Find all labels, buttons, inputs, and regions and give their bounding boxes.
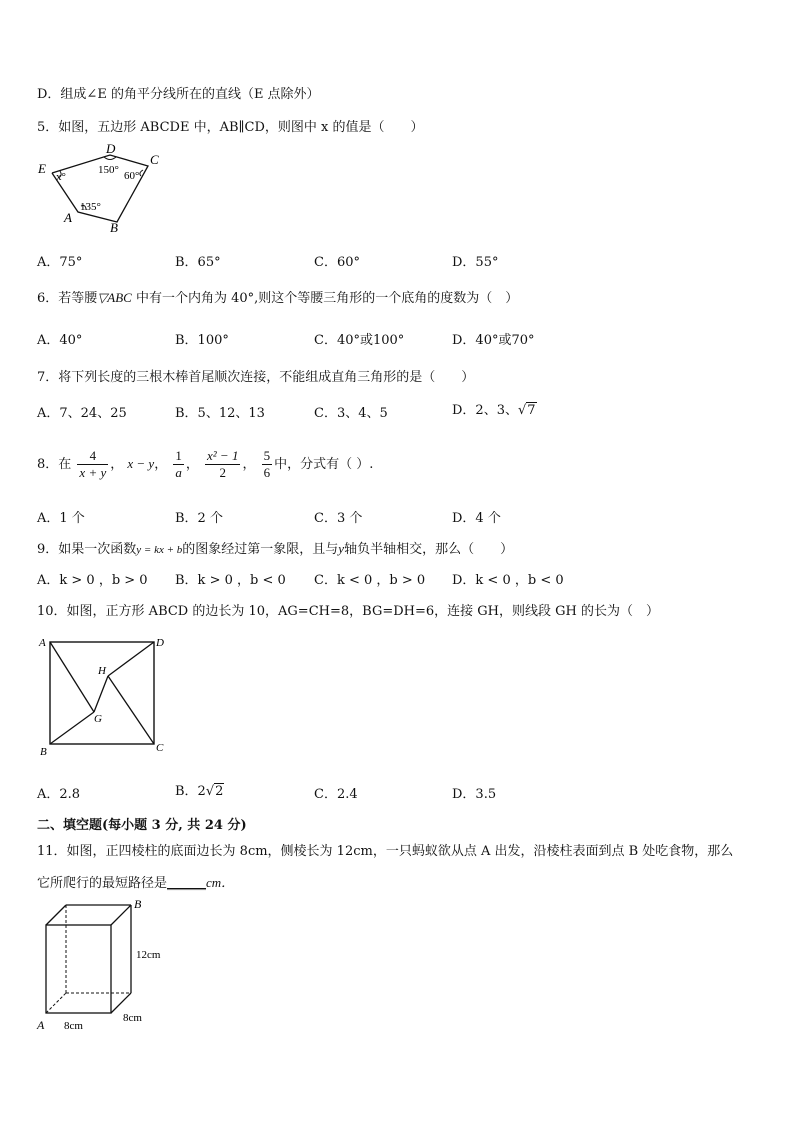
q8-stem: 8．在 $\frac{4}{x + y}$ ， x − y， $\frac{1}{a}$ ， $\frac{\text{x² − 1}}{2}$ ， $\frac{5}{6}$ 中，分式有（ ）. xyxy=(37,448,374,480)
q5-option-b: B．65° xyxy=(175,255,221,270)
q9-option-a: A．k > 0 ，b > 0 xyxy=(37,573,148,588)
label-12cm: 12cm xyxy=(136,949,161,961)
q10-square-figure xyxy=(36,632,172,756)
q5-stem: 5．如图，五边形 ABCDE 中，AB∥CD，则图中 x 的值是（ ） xyxy=(37,120,424,135)
q8-option-b: B．2 个 xyxy=(175,511,223,526)
q6-stem: 6．若等腰▽ABC 中有一个内角为 40°,则这个等腰三角形的一个底角的度数为（ ） xyxy=(37,290,519,306)
q8-option-d: D．4 个 xyxy=(452,511,501,526)
q9-option-c: C．k < 0 ，b > 0 xyxy=(314,573,426,588)
q9-option-b: B．k > 0 ，b < 0 xyxy=(175,573,286,588)
q7-stem: 7．将下列长度的三根木棒首尾顺次连接，不能组成直角三角形的是（ ） xyxy=(37,370,475,385)
q11-prism-figure xyxy=(34,895,164,1035)
q10-option-d: D．3.5 xyxy=(452,787,497,802)
angle-60: 60° xyxy=(124,170,140,182)
answer-blank: ______ xyxy=(167,876,207,891)
q6-option-a: A．40° xyxy=(37,333,83,348)
q10-option-b: B．2√2 xyxy=(175,784,224,799)
q5-option-d: D．55° xyxy=(452,255,499,270)
q6-option-b: B．100° xyxy=(175,333,229,348)
angle-135: 135° xyxy=(80,201,101,213)
label-8cm-width: 8cm xyxy=(64,1020,83,1032)
angle-x: x° xyxy=(56,171,66,183)
q10-stem: 10．如图，正方形 ABCD 的边长为 10，AG=CH=8，BG=DH=6，连接 GH，则线段 GH 的长为（ ） xyxy=(37,604,659,619)
label-b: B xyxy=(134,897,142,911)
label-b: B xyxy=(40,746,47,756)
label-a: A xyxy=(39,637,46,649)
q11-stem-line2: 它所爬行的最短路径是______cm． xyxy=(37,875,235,891)
label-c: C xyxy=(150,152,159,167)
q9-option-d: D．k < 0 ，b < 0 xyxy=(452,573,564,588)
label-g: G xyxy=(94,713,102,725)
q8-option-a: A．1 个 xyxy=(37,511,85,526)
q10-option-c: C．2.4 xyxy=(314,787,358,802)
angle-150: 150° xyxy=(98,164,119,176)
q10-option-a: A．2.8 xyxy=(37,787,81,802)
q7-option-b: B．5、12、13 xyxy=(175,406,265,421)
label-h: H xyxy=(98,665,106,677)
label-d: D xyxy=(156,637,164,649)
q7-option-d: D．2、3、√7 xyxy=(452,403,536,418)
label-d: D xyxy=(106,141,116,156)
q5-option-a: A．75° xyxy=(37,255,83,270)
label-a: A xyxy=(64,210,72,225)
label-8cm-depth: 8cm xyxy=(123,1012,142,1024)
label-b: B xyxy=(110,220,118,235)
q11-stem-line1: 11．如图，正四棱柱的底面边长为 8cm，侧棱长为 12cm，一只蚂蚁欲从点 A 出发，沿棱柱表面到点 B 处吃食物，那么 xyxy=(37,844,734,859)
section-2-heading: 二、填空题(每小题 3 分, 共 24 分) xyxy=(37,818,247,833)
label-a: A xyxy=(37,1018,45,1032)
label-c: C xyxy=(156,742,164,754)
q5-pentagon-figure xyxy=(30,140,180,240)
q4-option-d: D．组成∠E 的角平分线所在的直线（E 点除外） xyxy=(37,87,320,102)
q5-option-c: C．60° xyxy=(314,255,360,270)
q8-option-c: C．3 个 xyxy=(314,511,363,526)
q9-stem: 9．如果一次函数y = kx + b的图象经过第一象限，且与y轴负半轴相交，那么（ ） xyxy=(37,541,514,557)
q6-option-c: C．40°或100° xyxy=(314,333,405,348)
q6-option-d: D．40°或70° xyxy=(452,333,535,348)
q7-option-c: C．3、4、5 xyxy=(314,406,388,421)
q7-option-a: A．7、24、25 xyxy=(37,406,127,421)
label-e: E xyxy=(38,161,46,176)
